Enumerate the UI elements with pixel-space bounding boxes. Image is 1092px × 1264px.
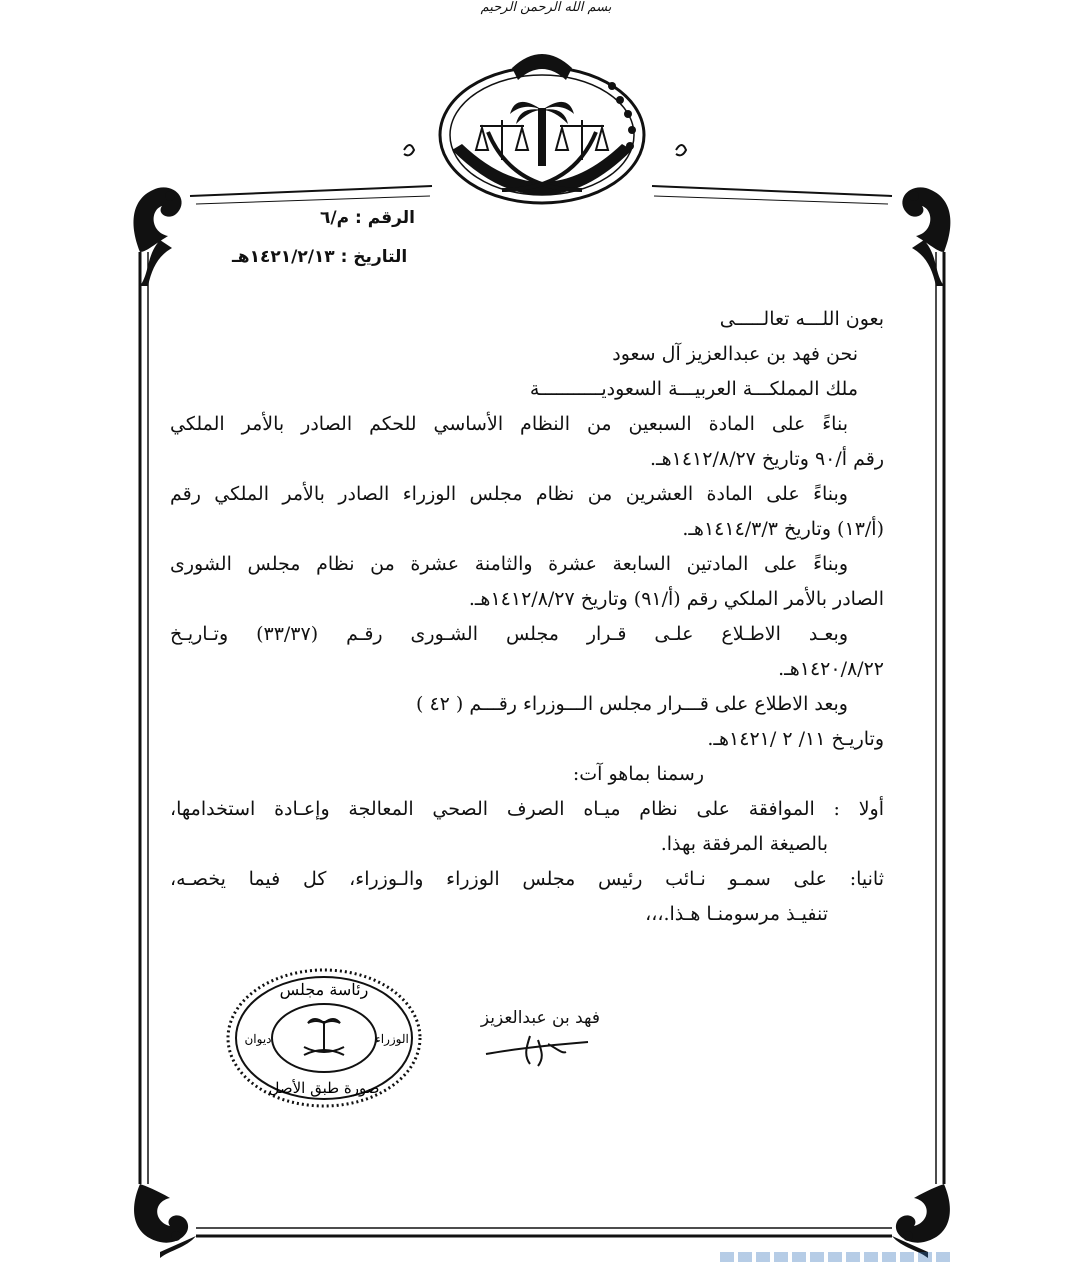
saudi-emblem-seal: [432, 40, 652, 210]
stamp-left-text: ديوان: [244, 1032, 272, 1046]
decree-body: [170, 302, 884, 932]
king-title-line: ملك المملكـــة العربيـــة السعوديـــــــــــة: [529, 378, 858, 400]
article-one-line-1: أولا : الموافقة على نظام ميـاه الصرف الصحي المعالجة وإعـادة استخدامها،: [170, 798, 884, 820]
article-one-line-2: بالصيغة المرفقة بهذا.: [660, 833, 828, 855]
preamble-line-2: رقم أ/٩٠ وتاريخ ١٤١٢/٨/٢٧هـ.: [650, 448, 884, 470]
opening-invocation: بعون اللـــه تعالـــــى: [719, 308, 884, 330]
corner-ornament-bottom-right: [892, 1184, 950, 1258]
stamp-top-text: رئاسة مجلس: [279, 980, 369, 999]
stamp-right-text: الوزراء: [375, 1032, 409, 1046]
reference-number: الرقم : م/٦: [320, 208, 415, 228]
preamble-line-10: وتاريـخ ١١/ ٢ /١٤٢١هـ.: [707, 728, 884, 750]
council-of-ministers-stamp: [224, 965, 424, 1115]
preamble-line-8: ١٤٢٠/٨/٢٢هـ.: [778, 658, 884, 680]
preamble-line-4: (أ/١٣) وتاريخ ١٤١٤/٣/٣هـ.: [682, 518, 884, 540]
stamp-graphic: [224, 965, 424, 1111]
article-two-line-2: تنفيـذ مرسومنـا هـذا.،،،: [645, 903, 828, 925]
preamble-line-7: وبعـد الاطـلاع علـى قـرار مجلس الشـورى رقـم (٣٣/٣٧) وتـاريـخ: [170, 623, 848, 645]
preamble-line-6: الصادر بالأمر الملكي رقم (أ/٩١) وتاريخ ١٤١٢/٨/٢٧هـ.: [468, 588, 884, 610]
preamble-line-5: وبناءً على المادتين السابعة عشرة والثامنة عشرة من نظام مجلس الشورى: [170, 553, 848, 575]
bottom-scan-strip: [720, 1252, 950, 1262]
preamble-line-9: وبعد الاطلاع على قـــرار مجلس الـــوزراء رقـــم ( ٤٢ ): [415, 693, 848, 715]
preamble-line-3: وبناءً على المادة العشرين من نظام مجلس الوزراء الصادر بالأمر الملكي رقم: [170, 483, 848, 505]
stamp-bottom-text: صورة طبق الأصل: [268, 1079, 380, 1097]
signatory-name: فهد بن عبدالعزيز: [480, 1008, 600, 1028]
article-two-line-1: ثانيا: على سمـو نـائب رئيس مجلس الوزراء والـوزراء، كل فيما يخصـه،: [170, 868, 884, 890]
decree-phrase: رسمنا بماهو آت:: [572, 763, 704, 785]
decree-date: التاريخ : ١٤٢١/٢/١٣هـ: [232, 247, 408, 267]
preamble-line-1: بناءً على المادة السبعين من النظام الأساسي للحكم الصادر بالأمر الملكي: [170, 413, 848, 435]
basmala: بسم الله الرحمن الرحيم: [480, 0, 612, 15]
corner-ornament-bottom-left: [134, 1184, 196, 1258]
handwritten-signature: [478, 1030, 598, 1070]
palm-and-swords-icon: [304, 1019, 344, 1055]
king-name-line: نحن فهد بن عبدالعزيز آل سعود: [612, 343, 858, 365]
